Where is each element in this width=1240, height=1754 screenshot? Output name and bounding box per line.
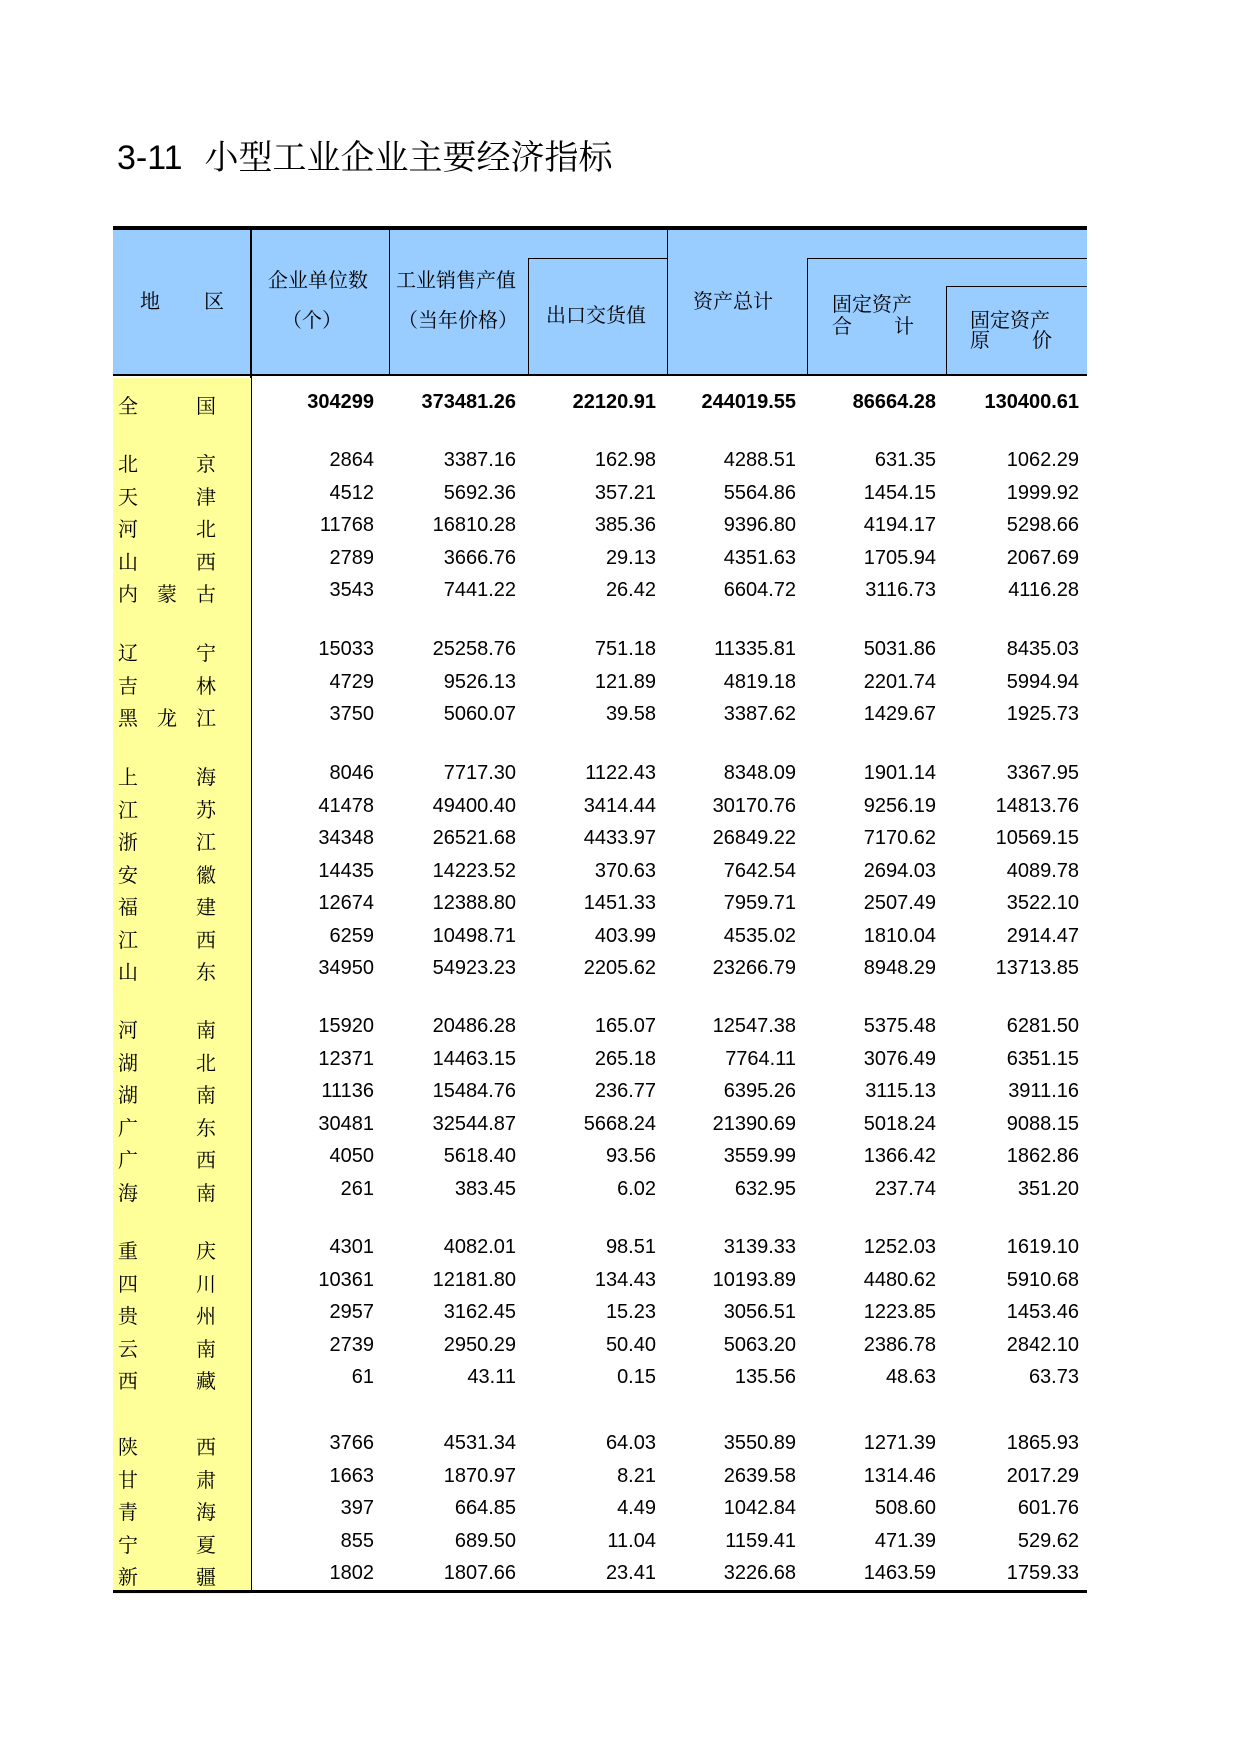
cell-sales: 1870.97	[443, 1465, 516, 1487]
cell-fixed: 1705.94	[863, 547, 936, 569]
cell-sales: 3666.76	[443, 547, 516, 569]
cell-units: 6259	[329, 925, 374, 947]
table-row	[113, 1492, 1087, 1524]
region-name: 全 国	[118, 394, 216, 418]
region-name: 广 西	[118, 1148, 216, 1172]
cell-sales: 383.45	[454, 1178, 516, 1200]
header-vline-5	[807, 259, 808, 375]
table-number: 3-11	[117, 139, 183, 177]
cell-units: 261	[340, 1178, 374, 1200]
cell-units: 61	[351, 1366, 374, 1388]
cell-units: 15033	[318, 638, 374, 660]
header-vline-2	[389, 229, 390, 375]
region-name: 陕 西	[118, 1435, 216, 1459]
cell-export: 403.99	[594, 925, 656, 947]
cell-sales: 10498.71	[432, 925, 516, 947]
cell-assets: 3387.62	[723, 703, 796, 725]
region-name: 河 南	[118, 1018, 216, 1042]
cell-export: 50.40	[605, 1334, 656, 1356]
cell-units: 2789	[329, 547, 374, 569]
cell-sales: 32544.87	[432, 1113, 516, 1135]
header-top-border	[113, 226, 1087, 230]
cell-export: 1451.33	[583, 892, 656, 914]
region-name: 上 海	[118, 765, 216, 789]
header-orig-line2: 原 价	[970, 328, 1052, 352]
cell-orig: 1062.29	[1006, 449, 1079, 471]
cell-orig: 63.73	[1028, 1366, 1079, 1388]
cell-units: 34348	[318, 827, 374, 849]
cell-export: 11.04	[607, 1530, 656, 1552]
cell-units: 3750	[329, 703, 374, 725]
cell-sales: 49400.40	[432, 795, 516, 817]
header-fixed-line2: 合 计	[832, 314, 914, 338]
cell-assets: 244019.55	[701, 391, 796, 413]
cell-export: 64.03	[605, 1432, 656, 1454]
cell-assets: 5063.20	[723, 1334, 796, 1356]
cell-units: 11768	[319, 514, 374, 536]
table-row	[113, 1043, 1087, 1075]
region-name: 江 苏	[118, 798, 216, 822]
cell-units: 2864	[329, 449, 374, 471]
table-row	[113, 822, 1087, 854]
region-name: 山 西	[118, 550, 216, 574]
table-row	[113, 1427, 1087, 1459]
cell-sales: 1807.66	[443, 1562, 516, 1584]
table-row	[113, 1557, 1087, 1589]
cell-export: 8.21	[617, 1465, 656, 1487]
region-name: 内 蒙 古	[118, 582, 216, 606]
cell-orig: 5298.66	[1006, 514, 1079, 536]
table-row	[113, 1460, 1087, 1492]
header-region: 地 区	[140, 289, 224, 313]
cell-fixed: 48.63	[885, 1366, 936, 1388]
cell-export: 0.15	[617, 1366, 656, 1388]
cell-export: 751.18	[594, 638, 656, 660]
header-vline-3	[528, 259, 529, 375]
region-name: 安 徽	[118, 863, 216, 887]
cell-fixed: 2507.49	[863, 892, 936, 914]
table-row	[113, 542, 1087, 574]
table-row	[113, 1231, 1087, 1263]
cell-assets: 12547.38	[712, 1015, 796, 1037]
cell-orig: 5910.68	[1006, 1269, 1079, 1291]
cell-export: 357.21	[594, 482, 656, 504]
cell-units: 34950	[318, 957, 374, 979]
cell-units: 2957	[329, 1301, 374, 1323]
table-row	[113, 887, 1087, 919]
cell-fixed: 508.60	[874, 1497, 936, 1519]
region-name: 湖 北	[118, 1051, 216, 1075]
cell-fixed: 5031.86	[863, 638, 936, 660]
cell-sales: 4531.34	[443, 1432, 516, 1454]
cell-fixed: 5375.48	[863, 1015, 936, 1037]
region-name: 海 南	[118, 1181, 216, 1205]
table-row	[113, 1075, 1087, 1107]
cell-export: 134.43	[594, 1269, 656, 1291]
cell-assets: 8348.09	[723, 762, 796, 784]
cell-fixed: 4194.17	[863, 514, 936, 536]
cell-assets: 3139.33	[723, 1236, 796, 1258]
cell-orig: 1865.93	[1006, 1432, 1079, 1454]
cell-export: 6.02	[617, 1178, 656, 1200]
cell-assets: 21390.69	[712, 1113, 796, 1135]
cell-orig: 5994.94	[1006, 671, 1079, 693]
header-units-line1: 企业单位数	[268, 268, 368, 292]
header-bottom-border	[113, 374, 1087, 376]
header-subline-1	[528, 258, 667, 259]
cell-sales: 15484.76	[432, 1080, 516, 1102]
cell-export: 3414.44	[583, 795, 656, 817]
cell-export: 370.63	[594, 860, 656, 882]
cell-fixed: 9256.19	[863, 795, 936, 817]
cell-sales: 3162.45	[443, 1301, 516, 1323]
table-row	[113, 790, 1087, 822]
cell-fixed: 3076.49	[863, 1048, 936, 1070]
cell-units: 10361	[318, 1269, 374, 1291]
cell-assets: 9396.80	[723, 514, 796, 536]
cell-sales: 14463.15	[432, 1048, 516, 1070]
region-name: 吉 林	[118, 674, 216, 698]
region-name: 福 建	[118, 895, 216, 919]
cell-sales: 12181.80	[432, 1269, 516, 1291]
cell-export: 22120.91	[572, 391, 656, 413]
cell-fixed: 1810.04	[863, 925, 936, 947]
cell-export: 5668.24	[583, 1113, 656, 1135]
cell-units: 304299	[307, 391, 374, 413]
table-row	[113, 1173, 1087, 1205]
cell-fixed: 86664.28	[852, 391, 936, 413]
region-name: 辽 宁	[118, 641, 216, 665]
cell-fixed: 1429.67	[863, 703, 936, 725]
table-row	[113, 1264, 1087, 1296]
header-export: 出口交货值	[546, 303, 646, 327]
cell-export: 4433.97	[583, 827, 656, 849]
cell-orig: 14813.76	[995, 795, 1079, 817]
cell-export: 2205.62	[583, 957, 656, 979]
table-row	[113, 920, 1087, 952]
cell-sales: 25258.76	[432, 638, 516, 660]
cell-sales: 26521.68	[432, 827, 516, 849]
cell-assets: 632.95	[734, 1178, 796, 1200]
cell-orig: 2017.29	[1006, 1465, 1079, 1487]
cell-orig: 1925.73	[1006, 703, 1079, 725]
region-name: 浙 江	[118, 830, 216, 854]
cell-orig: 1619.10	[1006, 1236, 1079, 1258]
cell-orig: 130400.61	[984, 391, 1079, 413]
region-name: 黑 龙 江	[118, 706, 216, 730]
cell-orig: 1453.46	[1006, 1301, 1079, 1323]
cell-sales: 9526.13	[443, 671, 516, 693]
cell-assets: 7642.54	[723, 860, 796, 882]
region-name: 新 疆	[118, 1565, 216, 1589]
cell-export: 26.42	[605, 579, 656, 601]
cell-units: 855	[340, 1530, 374, 1552]
cell-sales: 7441.22	[443, 579, 516, 601]
cell-units: 1663	[329, 1465, 374, 1487]
cell-orig: 3522.10	[1006, 892, 1079, 914]
cell-export: 121.89	[594, 671, 656, 693]
table-title: 小型工业企业主要经济指标	[204, 138, 613, 178]
cell-orig: 2067.69	[1006, 547, 1079, 569]
cell-fixed: 3116.73	[865, 579, 936, 601]
cell-export: 29.13	[605, 547, 656, 569]
cell-orig: 1999.92	[1006, 482, 1079, 504]
cell-units: 11136	[321, 1080, 374, 1102]
cell-sales: 54923.23	[432, 957, 516, 979]
cell-units: 15920	[318, 1015, 374, 1037]
table-row	[113, 1140, 1087, 1172]
header-fixed-line1: 固定资产	[832, 292, 912, 316]
header-vline-4	[667, 229, 668, 375]
cell-fixed: 1901.14	[863, 762, 936, 784]
cell-units: 12371	[318, 1048, 374, 1070]
table-row	[113, 1525, 1087, 1557]
cell-orig: 13713.85	[995, 957, 1079, 979]
cell-units: 4729	[329, 671, 374, 693]
header-sales-line1: 工业销售产值	[396, 268, 516, 292]
cell-units: 4050	[329, 1145, 374, 1167]
region-name: 河 北	[118, 517, 216, 541]
cell-orig: 4089.78	[1006, 860, 1079, 882]
table-row	[113, 1361, 1087, 1393]
cell-assets: 6604.72	[723, 579, 796, 601]
page-title	[117, 130, 613, 179]
header-units-line2: （个）	[282, 308, 342, 332]
header-subline-3	[946, 286, 1087, 287]
cell-units: 12674	[318, 892, 374, 914]
cell-orig: 6351.15	[1006, 1048, 1079, 1070]
cell-units: 3766	[329, 1432, 374, 1454]
cell-fixed: 237.74	[874, 1178, 936, 1200]
cell-fixed: 1366.42	[863, 1145, 936, 1167]
region-name: 云 南	[118, 1337, 216, 1361]
cell-assets: 5564.86	[723, 482, 796, 504]
cell-orig: 3367.95	[1006, 762, 1079, 784]
cell-assets: 7959.71	[723, 892, 796, 914]
cell-fixed: 471.39	[874, 1530, 936, 1552]
cell-fixed: 1223.85	[863, 1301, 936, 1323]
cell-assets: 4351.63	[723, 547, 796, 569]
table-row	[113, 1296, 1087, 1328]
cell-units: 8046	[329, 762, 374, 784]
cell-sales: 664.85	[454, 1497, 516, 1519]
table-row	[113, 1329, 1087, 1361]
cell-fixed: 8948.29	[863, 957, 936, 979]
cell-orig: 3911.16	[1008, 1080, 1079, 1102]
table-row	[113, 757, 1087, 789]
table-row	[113, 666, 1087, 698]
cell-fixed: 631.35	[874, 449, 936, 471]
cell-export: 4.49	[617, 1497, 656, 1519]
cell-units: 4512	[329, 482, 374, 504]
cell-assets: 30170.76	[712, 795, 796, 817]
table-row	[113, 1108, 1087, 1140]
table-row	[113, 444, 1087, 476]
cell-sales: 689.50	[454, 1530, 516, 1552]
region-name: 西 藏	[118, 1369, 216, 1393]
cell-orig: 6281.50	[1006, 1015, 1079, 1037]
table-row	[113, 698, 1087, 730]
cell-assets: 1159.41	[725, 1530, 796, 1552]
table-header	[113, 229, 1087, 375]
table-row	[113, 574, 1087, 606]
header-subline-2	[807, 258, 1087, 259]
cell-export: 162.98	[594, 449, 656, 471]
cell-assets: 4819.18	[723, 671, 796, 693]
cell-orig: 2914.47	[1006, 925, 1079, 947]
cell-sales: 5618.40	[443, 1145, 516, 1167]
cell-units: 30481	[318, 1113, 374, 1135]
region-name: 贵 州	[118, 1304, 216, 1328]
header-orig-line1: 固定资产	[970, 308, 1050, 332]
cell-export: 265.18	[594, 1048, 656, 1070]
cell-sales: 43.11	[467, 1366, 516, 1388]
cell-fixed: 1454.15	[863, 482, 936, 504]
table-row	[113, 509, 1087, 541]
cell-orig: 351.20	[1017, 1178, 1079, 1200]
cell-units: 4301	[329, 1236, 374, 1258]
cell-assets: 10193.89	[712, 1269, 796, 1291]
cell-orig: 2842.10	[1006, 1334, 1079, 1356]
region-name: 重 庆	[118, 1239, 216, 1263]
region-name: 宁 夏	[118, 1533, 216, 1557]
cell-assets: 3056.51	[723, 1301, 796, 1323]
region-name: 青 海	[118, 1500, 216, 1524]
cell-export: 39.58	[605, 703, 656, 725]
cell-orig: 4116.28	[1008, 579, 1079, 601]
table-row-total	[113, 386, 1087, 418]
cell-units: 3543	[329, 579, 374, 601]
cell-assets: 7764.11	[725, 1048, 796, 1070]
cell-sales: 14223.52	[432, 860, 516, 882]
header-sales-line2: （当年价格）	[398, 308, 518, 332]
cell-sales: 16810.28	[432, 514, 516, 536]
cell-orig: 601.76	[1017, 1497, 1079, 1519]
cell-assets: 6395.26	[723, 1080, 796, 1102]
cell-orig: 10569.15	[995, 827, 1079, 849]
cell-assets: 1042.84	[723, 1497, 796, 1519]
cell-assets: 2639.58	[723, 1465, 796, 1487]
cell-export: 165.07	[594, 1015, 656, 1037]
cell-sales: 2950.29	[443, 1334, 516, 1356]
cell-sales: 5692.36	[443, 482, 516, 504]
cell-sales: 4082.01	[443, 1236, 516, 1258]
header-assets: 资产总计	[693, 289, 773, 313]
cell-fixed: 2386.78	[863, 1334, 936, 1356]
cell-fixed: 2201.74	[863, 671, 936, 693]
cell-export: 23.41	[605, 1562, 656, 1584]
cell-export: 236.77	[594, 1080, 656, 1102]
table-bottom-border	[113, 1590, 1087, 1593]
cell-fixed: 1314.46	[863, 1465, 936, 1487]
cell-fixed: 5018.24	[863, 1113, 936, 1135]
cell-fixed: 2694.03	[863, 860, 936, 882]
cell-export: 385.36	[594, 514, 656, 536]
region-name: 江 西	[118, 928, 216, 952]
table-row	[113, 477, 1087, 509]
cell-sales: 373481.26	[421, 391, 516, 413]
region-name: 湖 南	[118, 1083, 216, 1107]
cell-fixed: 7170.62	[863, 827, 936, 849]
cell-fixed: 3115.13	[865, 1080, 936, 1102]
cell-export: 1122.43	[585, 762, 656, 784]
cell-sales: 5060.07	[443, 703, 516, 725]
region-name: 广 东	[118, 1116, 216, 1140]
cell-assets: 135.56	[734, 1366, 796, 1388]
cell-export: 15.23	[605, 1301, 656, 1323]
cell-fixed: 4480.62	[863, 1269, 936, 1291]
cell-export: 98.51	[605, 1236, 656, 1258]
cell-fixed: 1252.03	[863, 1236, 936, 1258]
cell-units: 41478	[318, 795, 374, 817]
cell-assets: 11335.81	[714, 638, 796, 660]
cell-orig: 1759.33	[1006, 1562, 1079, 1584]
table-row	[113, 1010, 1087, 1042]
cell-sales: 7717.30	[443, 762, 516, 784]
table-row	[113, 633, 1087, 665]
cell-orig: 8435.03	[1006, 638, 1079, 660]
region-name: 山 东	[118, 960, 216, 984]
cell-export: 93.56	[605, 1145, 656, 1167]
cell-orig: 9088.15	[1006, 1113, 1079, 1135]
cell-assets: 23266.79	[712, 957, 796, 979]
cell-assets: 4288.51	[723, 449, 796, 471]
cell-sales: 20486.28	[432, 1015, 516, 1037]
cell-fixed: 1271.39	[863, 1432, 936, 1454]
region-name: 四 川	[118, 1272, 216, 1296]
cell-units: 1802	[329, 1562, 374, 1584]
region-name: 甘 肃	[118, 1468, 216, 1492]
cell-sales: 3387.16	[443, 449, 516, 471]
cell-assets: 3550.89	[723, 1432, 796, 1454]
region-name: 北 京	[118, 452, 216, 476]
cell-assets: 3559.99	[723, 1145, 796, 1167]
region-name: 天 津	[118, 485, 216, 509]
cell-fixed: 1463.59	[863, 1562, 936, 1584]
cell-orig: 1862.86	[1006, 1145, 1079, 1167]
cell-orig: 529.62	[1017, 1530, 1079, 1552]
header-vline-6	[946, 287, 947, 375]
cell-units: 397	[340, 1497, 374, 1519]
cell-assets: 4535.02	[723, 925, 796, 947]
cell-assets: 26849.22	[712, 827, 796, 849]
table-row	[113, 855, 1087, 887]
cell-units: 2739	[329, 1334, 374, 1356]
cell-units: 14435	[318, 860, 374, 882]
table-row	[113, 952, 1087, 984]
cell-sales: 12388.80	[432, 892, 516, 914]
cell-assets: 3226.68	[723, 1562, 796, 1584]
